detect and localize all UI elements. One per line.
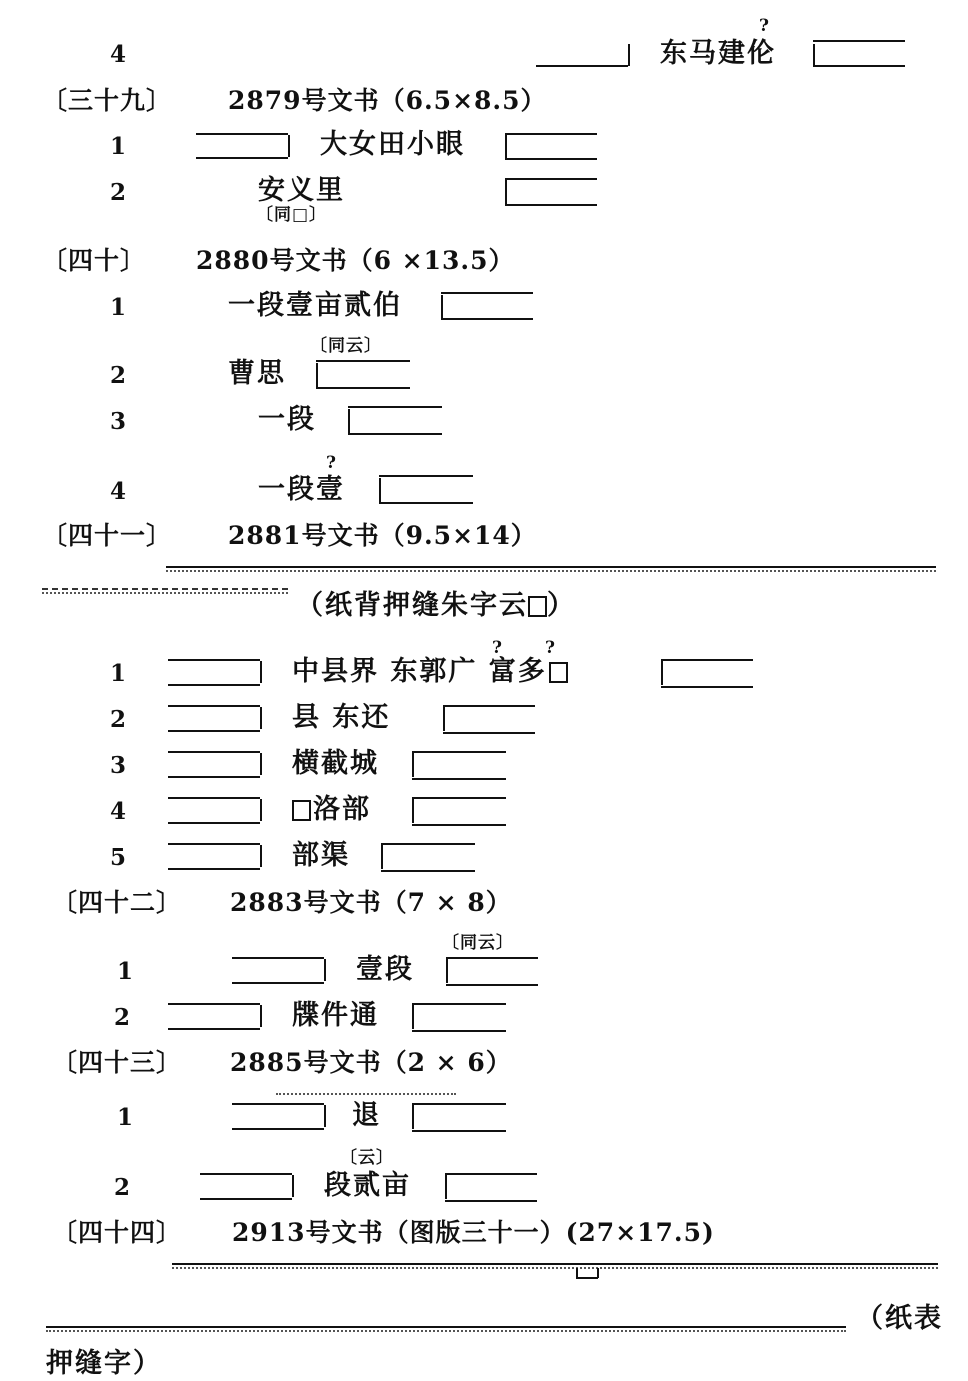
line-text: 牒件通	[292, 1000, 379, 1031]
line-text: 退	[352, 1100, 381, 1131]
lacuna-line	[232, 957, 324, 959]
lacuna-line	[381, 843, 475, 845]
seam-line-dotted	[172, 1267, 938, 1269]
line-number: 3	[110, 408, 127, 435]
front-seal-note-continued: 押缝字）	[46, 1348, 162, 1379]
line-number: 1	[117, 1104, 134, 1131]
lacuna-line	[412, 1030, 506, 1032]
lacuna-edge	[292, 1175, 294, 1197]
line-text: 段贰亩	[324, 1170, 411, 1201]
line-number: 5	[110, 844, 127, 871]
missing-character-box	[292, 800, 311, 821]
lacuna-edge	[288, 135, 290, 157]
line-number: 4	[110, 41, 127, 68]
seam-mark-edge	[597, 1268, 599, 1278]
line-text	[292, 658, 568, 685]
line-text: 东马建伦	[660, 38, 776, 69]
lacuna-line	[505, 133, 597, 135]
lacuna-line	[379, 475, 473, 477]
lacuna-edge	[443, 707, 445, 731]
lacuna-line	[379, 502, 473, 504]
section-heading: 〔四十二〕	[52, 888, 183, 917]
lacuna-edge	[324, 959, 326, 981]
uncertain-mark: ?	[759, 16, 769, 36]
uncertain-mark: ?	[545, 638, 555, 658]
lacuna-edge	[381, 845, 383, 869]
lacuna-edge	[379, 478, 381, 502]
document-caption: 2883号文书（7 × 8）	[230, 888, 512, 917]
lacuna-edge	[445, 1175, 447, 1199]
line-text-content: 中县界 东郭广 富多	[292, 656, 547, 687]
lacuna-line	[412, 824, 506, 826]
lacuna-line	[505, 178, 597, 180]
lacuna-line	[168, 1003, 260, 1005]
annotation-note: 〔同云〕	[310, 336, 382, 356]
lacuna-line	[200, 1198, 292, 1200]
line-number: 1	[110, 294, 127, 321]
line-text-content: 洛部	[313, 794, 371, 825]
lacuna-line	[441, 292, 533, 294]
line-text: 大女田小眼	[320, 129, 465, 160]
lacuna-line	[536, 65, 628, 67]
lacuna-line	[348, 406, 442, 408]
seam-line-dotted	[42, 592, 288, 594]
line-number: 4	[110, 798, 127, 825]
lacuna-line	[381, 870, 475, 872]
line-number: 1	[110, 660, 127, 687]
line-number: 1	[117, 958, 134, 985]
seam-line	[166, 566, 936, 568]
seam-mark	[576, 1277, 598, 1279]
lacuna-line	[168, 868, 260, 870]
line-number: 2	[114, 1004, 131, 1031]
lacuna-line	[168, 751, 260, 753]
document-caption: 2880号文书（6 ×13.5）	[196, 246, 515, 275]
lacuna-line	[168, 822, 260, 824]
uncertain-mark: ?	[492, 638, 502, 658]
lacuna-line	[200, 1173, 292, 1175]
line-number: 1	[110, 133, 127, 160]
lacuna-line	[813, 65, 905, 67]
annotation-note: 〔同□〕	[256, 205, 328, 225]
lacuna-edge	[412, 1105, 414, 1129]
seam-line-dotted	[166, 570, 936, 572]
line-number: 2	[110, 362, 127, 389]
lacuna-line	[661, 659, 753, 661]
line-number: 3	[110, 752, 127, 779]
lacuna-edge	[412, 799, 414, 823]
lacuna-edge	[324, 1105, 326, 1127]
line-text: 县 东还	[292, 702, 391, 733]
lacuna-edge	[260, 707, 262, 729]
line-text: 部渠	[292, 840, 350, 871]
line-text: 曹思	[228, 358, 286, 389]
line-text: 一段壹亩贰伯	[228, 290, 402, 321]
lacuna-edge	[412, 1005, 414, 1029]
lacuna-edge	[260, 845, 262, 867]
section-heading: 〔四十〕	[42, 246, 147, 275]
lacuna-line	[168, 730, 260, 732]
lacuna-edge	[628, 44, 630, 66]
document-caption: 2881号文书（9.5×14）	[228, 521, 537, 550]
lacuna-line	[168, 843, 260, 845]
seam-line	[172, 1263, 938, 1265]
lacuna-line	[441, 318, 533, 320]
lacuna-line	[168, 776, 260, 778]
lacuna-line	[168, 659, 260, 661]
seal-note-close: ）	[547, 590, 576, 621]
lacuna-edge	[348, 409, 350, 433]
lacuna-edge	[813, 44, 815, 66]
seam-line-dotted	[46, 1330, 846, 1332]
lacuna-line	[232, 1103, 324, 1105]
lacuna-line	[168, 1028, 260, 1030]
line-text: 一段壹	[258, 474, 345, 505]
section-heading: 〔四十三〕	[52, 1048, 183, 1077]
section-heading: 〔四十四〕	[52, 1218, 183, 1247]
lacuna-line	[232, 1128, 324, 1130]
line-number: 2	[114, 1174, 131, 1201]
front-seal-note: （纸表	[856, 1303, 943, 1334]
document-caption: 2879号文书（6.5×8.5）	[228, 86, 547, 115]
missing-character-box	[549, 662, 568, 683]
line-number: 4	[110, 478, 127, 505]
lacuna-line	[316, 387, 410, 389]
line-text: 安义里	[258, 175, 345, 206]
seam-line	[46, 1326, 846, 1328]
lacuna-line	[412, 1003, 506, 1005]
lacuna-line	[412, 797, 506, 799]
section-heading: 〔四十一〕	[42, 521, 173, 550]
lacuna-line	[443, 732, 535, 734]
annotation-note: 〔同云〕	[442, 933, 514, 953]
lacuna-edge	[316, 363, 318, 387]
lacuna-edge	[505, 135, 507, 159]
line-text: 横截城	[292, 748, 379, 779]
lacuna-line	[505, 204, 597, 206]
lacuna-line	[446, 984, 538, 986]
lacuna-line	[813, 40, 905, 42]
uncertain-mark: ?	[326, 453, 336, 473]
lacuna-line	[168, 684, 260, 686]
lacuna-line	[412, 1130, 506, 1132]
lacuna-line	[505, 158, 597, 160]
line-number: 2	[110, 179, 127, 206]
lacuna-line	[316, 360, 410, 362]
seam-mark-edge	[576, 1268, 578, 1278]
document-caption: 2885号文书（2 × 6）	[230, 1048, 512, 1077]
line-text: 壹段	[356, 954, 414, 985]
lacuna-edge	[260, 799, 262, 821]
seal-note-text: （纸背押缝朱字云	[296, 590, 528, 621]
lacuna-line	[196, 133, 288, 135]
lacuna-edge	[505, 180, 507, 204]
lacuna-edge	[441, 295, 443, 319]
lacuna-line	[445, 1200, 537, 1202]
lacuna-line	[446, 957, 538, 959]
section-heading: 〔三十九〕	[42, 86, 173, 115]
lacuna-edge	[260, 1005, 262, 1027]
lacuna-line	[412, 1103, 506, 1105]
annotation-note: 〔云〕	[340, 1148, 394, 1168]
lacuna-line	[412, 778, 506, 780]
line-text: 一段	[258, 404, 316, 435]
lacuna-line	[412, 751, 506, 753]
lacuna-line	[168, 705, 260, 707]
lacuna-line	[196, 157, 288, 159]
lacuna-edge	[260, 753, 262, 775]
lacuna-line	[445, 1173, 537, 1175]
lacuna-line	[168, 797, 260, 799]
lacuna-line	[661, 686, 753, 688]
lacuna-line	[232, 982, 324, 984]
document-caption: 2913号文书（图版三十一）(27×17.5)	[232, 1218, 715, 1247]
lacuna-line	[443, 705, 535, 707]
line-text	[292, 796, 371, 823]
lacuna-edge	[412, 753, 414, 777]
seal-note	[296, 592, 576, 619]
lacuna-edge	[446, 959, 448, 983]
lacuna-edge	[260, 661, 262, 683]
missing-character-box	[528, 596, 547, 617]
seam-line-dashed	[42, 588, 288, 590]
line-number: 2	[110, 706, 127, 733]
lacuna-edge	[661, 661, 663, 685]
lacuna-line	[348, 433, 442, 435]
seam-line-dotted	[276, 1093, 456, 1095]
